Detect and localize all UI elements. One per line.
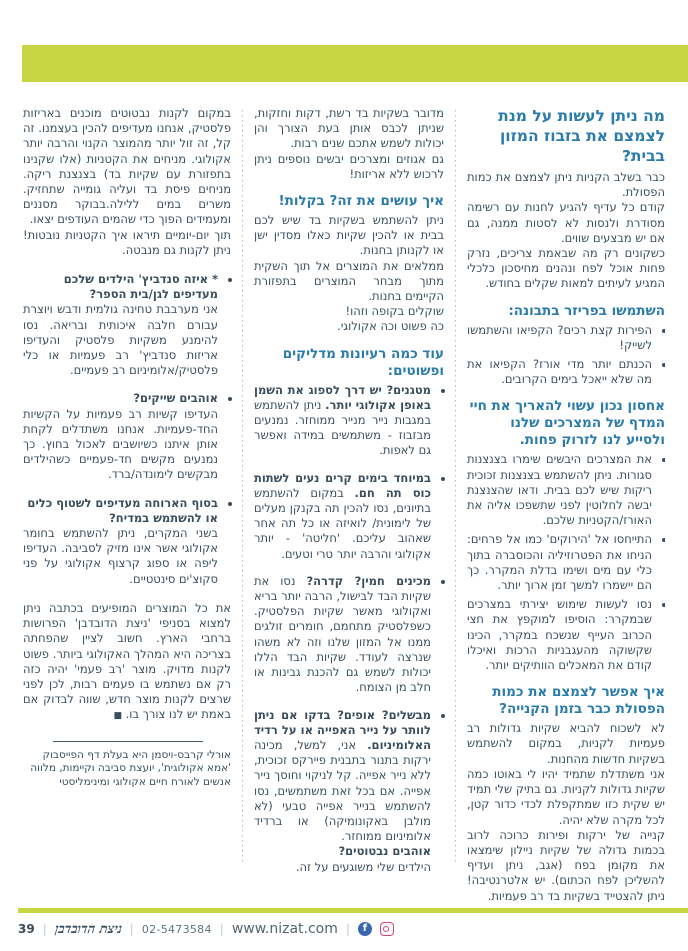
- footer-divider: |: [129, 922, 134, 936]
- footer-green-line: [18, 908, 688, 913]
- idea-text: במקום להשתמש בתיונים, נסו להכין תה בקנקן מעלים של לימונית/ לואיזה או כל תה אחר שאהוב עליכם. 'חליטה' - יותר אקולוגי והרבה יותר טרי וטעים.: [254, 485, 431, 561]
- qa-item: [23, 391, 218, 482]
- magazine-logo: ניצת הדובדבן: [53, 922, 123, 937]
- footer-divider: |: [345, 922, 350, 936]
- column-middle: [254, 106, 444, 902]
- section-heading: אחסון נכון עשוי להאריך את חיי המדף של המצרכים שלנו ולסייע לנו לזרוק פחות.: [469, 398, 665, 449]
- idea-item: [254, 383, 431, 459]
- qa-item: [23, 272, 218, 378]
- paragraph: במקום לקנות נבטוטים מוכנים באריזות פלסטיק, אנחנו מעדיפים להכין בעצמנו. זה קל, זה זול יותר מהמוצר הקנוי והרבה יותר אקולוגי. מניחים את הקטניות (אלו שקנינו בתפזורת עם שקיות בד) בצנצנת ריקה. מניחים פיסת בד ועליה גומייה שתחזיק. משרים במים ללילה.בבוקר מסננים ומעמידים הפוך כדי שהמים העודפים יצאו.: [23, 106, 231, 227]
- list-item: • הכנתם יותר מדי אורז? הקפיאו את מה שלא ייאכל בימים הקרובים.: [467, 357, 652, 387]
- idea-lead: מכינים חמין? קדרה?: [306, 573, 431, 588]
- page-number: 39: [18, 922, 35, 936]
- paragraph: לא לשכוח להביא שקיות גדולות רב פעמיות לקניות, במקום להשתמש בשקיות חדשות מהחנות.: [467, 721, 665, 766]
- qa-answer: בשני המקרים, ניתן להשתמש בחומר אקולוגי אשר אינו מזיק לסביבה. העדיפו ליפה או ספוג קרצוף אקולוגי על פני סקוצ'ים סינטטיים.: [23, 526, 218, 586]
- instagram-icon: [380, 922, 394, 936]
- paragraph: כשקונים רק מה שבאמת צריכים, נזרק פחות אוכל לפח ונהנים מחיסכון כלכלי המגיע לעיתים למאות שקלים בחודש.: [467, 246, 665, 291]
- idea-text: ניתן להשתמש במגבות נייר מנייר ממוחזר. נמנעים מבזבוז - משתמשים במידה ואפשר גם לאפות.: [254, 397, 431, 458]
- section-heading: השתמשו בפריזר בתבונה:: [508, 302, 665, 319]
- paragraph: שוקלים בקופה וזהו!: [345, 304, 444, 319]
- qa-question: • אוהבים שייקים?: [133, 391, 218, 406]
- idea-lead: מטגנים? יש דרך לספוג את השמן באופן אקולוגי יותר.: [254, 382, 431, 412]
- column-gutter: [444, 106, 467, 902]
- freezer-tips-list: [467, 323, 665, 388]
- article-end-mark: ■: [113, 711, 122, 722]
- list-item: • הפירות קצת רכים? הקפיאו והשתמשו לשייק!: [467, 323, 652, 353]
- ideas-list: [254, 383, 444, 875]
- footer-row: [18, 921, 688, 937]
- top-green-band: [22, 45, 688, 82]
- idea-item: [254, 574, 431, 696]
- column-separator: [242, 110, 243, 862]
- column-gutter: [231, 106, 254, 902]
- paragraph: קודם כל עדיף להגיע לחנות עם רשימה מסודרת ולנסות לא לסטות ממנה, גם אם יש מבצעים שווים.: [467, 200, 665, 245]
- paragraph: תוך יום-יומיים תיראו איך הקטניות נובטות! ניתן לקנות גם מנבטה.: [23, 227, 231, 257]
- paragraph: מדובר בשקיות בד רשת, דקות וחזקות, שניתן לכבס אותן בעת הצורך והן יכולות לשמש אתכם שנים רבות.: [254, 106, 444, 151]
- qa-question: • בסוף הארוחה מעדיפים לשטוף כלים או להשתמש במדיח?: [27, 495, 218, 525]
- page-footer: [18, 908, 688, 937]
- section-heading: איך עושים את זה? בקלות!: [278, 193, 444, 210]
- idea-text: אני, למשל, מכינה ירקות בתנור בתבנית פיירקס זכוכית, ללא נייר אפייה. קל לניקוי וחוסך נייר אפייה. אם בכל זאת משתמשים, נסו להשתמש בנייר אפייה טבעי (לא מולבן באקונומיקה) או ברדיד אלומיניום ממוחזר.: [254, 737, 431, 844]
- idea-lead: במיוחד בימים קרים נעים לשתות כוס תה חם.: [254, 470, 431, 500]
- column-left: [23, 106, 231, 902]
- qa-answer: העדיפו קשיות רב פעמיות על הקשיות החד-פעמיות. אנחנו משתדלים לקחת אותן איתנו כשיושבים לאכול בחוץ. כך נמנעים מקשים חד-פעמיים כשהילדים מבקשים לימונדה/ברד.: [23, 406, 218, 482]
- idea-item: [254, 471, 431, 562]
- idea-sub-answer: הילדים שלי משוגעים על זה.: [295, 859, 431, 874]
- paragraph: ניתן להשתמש בשקיות בד שיש לכם בבית או להכין שקיות כאלו מסדין ישן או לקנותן בחנות.: [254, 213, 444, 258]
- paragraph: כבר בשלב הקניות ניתן לצמצם את כמות הפסולת.: [467, 170, 665, 200]
- storage-tips-list: [467, 452, 665, 673]
- footer-divider: |: [219, 922, 224, 936]
- list-item: • התייחסו אל 'הירוקים' כמו אל פרחים: הניחו את הפטרוזיליה והכוסברה בתוך כלי עם מים ושימו בדלת המקרר. כך הם יישמרו למשך זמן ארוך יותר.: [467, 532, 652, 593]
- list-item: • נסו לעשות שימוש יצירתי במצרכים שבמקרר: הוסיפו למוקפץ את חצי הכרוב העייף שנשכח במקרר, הכינו שקשוקה מהעגבניות הרכות ואיכלו קודם את המאכלים הוותיקים יותר.: [467, 597, 652, 673]
- idea-sub-question: אוהבים נבטוטים?: [338, 844, 431, 859]
- qa-answer: אני מערבבת טחינה גולמית ודבש ויוצרת עבורם חלבה איכותית ובריאה. נסו להימנע משקיות פלסטיק והעדיפו אריזות סנדביץ' רב פעמיות או כלי פלסטיק/אלומיניום רב פעמיים.: [23, 302, 218, 378]
- idea-item: [254, 708, 431, 875]
- section-heading: עוד כמה רעיונות מדליקים ופשוטים:: [282, 345, 444, 379]
- paragraph: אני משתדלת שתמיד יהיו לי באוטו כמה שקיות גדולות לקניות. גם בתיק שלי תמיד יש שקית כזו שמתקפלת לכדי כדור קטן, לכל מקרה שלא יהיה.: [467, 766, 665, 827]
- column-separator: [455, 110, 456, 862]
- paragraph: קנייה של ירקות ופירות כרוכה לרוב בכמות גדולה של שקיות ניילון שימצאו את מקומן בפח (אגב, ניתן ועדיף להשליכן לפח הכתום). יש אלטרנטיבה! ניתן להצטייד בשקיות בד רב פעמיות.: [467, 827, 665, 902]
- facebook-icon: f: [358, 922, 372, 936]
- closing-paragraph: [23, 601, 231, 725]
- phone-number: 02-5473584: [141, 922, 212, 936]
- section-heading: מה ניתן לעשות על מנת לצמצם את בזבוז המזון בבית?: [498, 107, 665, 165]
- idea-lead: מבשלים? אופים? בדקו אם ניתן לוותר על נייר האפייה או על רדיד האלומיניום.: [254, 707, 431, 752]
- article-columns: [23, 106, 665, 902]
- section-heading: איך אפשר לצמצם את כמות הפסולת כבר בזמן הקנייה?: [492, 684, 665, 718]
- paragraph: גם אגוזים ומצרכים יבשים נוספים ניתן לרכוש ללא אריזות!: [254, 151, 444, 181]
- closing-text: את כל המוצרים המופיעים בכתבה ניתן למצוא בסניפי 'ניצת הדובדבן' הפרושות ברחבי הארץ. חשוב לציין שהפחתה בצריכה היא המהלך האקולוגי ביותר. פשוט לקנות מדויק. מוצר 'רב פעמי' יהיה כזה רק אם נשתמש בו פעמים רבות, לכן לפני שרצים לקנות מוצר חדש, שווה לבדוק אם באמת יש לנו צורך בו.: [23, 600, 231, 722]
- paragraph: כה פשוט וכה אקולוגי.: [337, 319, 444, 334]
- footer-divider: |: [42, 922, 47, 936]
- author-footnote: אורלי קרבס-ויסמן היא בעלת דף הפייסבוק 'אמא אקולוגית', יועצת סביבה וקיימות, מלווה אנשים לאורח חיים אקולוגי ומינימליסטי: [23, 741, 231, 790]
- idea-text: נסו את שקיות הבד לבישול, הרבה יותר בריא ואקולוגי מאשר שקיות הפלסטיק. כשפלסטיק מתחמם, חומרים זולגים ממנו אל המזון שלנו וזה לא משהו שנרצה לעודד. שקיות הבד הללו יכולות לשמש גם להכנת גבינות או חלב מן הצומח.: [254, 573, 431, 695]
- website-url: www.nizat.com: [231, 921, 338, 937]
- qa-question: • * איזה סנדביץ' הילדים שלכם מעדיפים לגן/בית הספר?: [63, 272, 218, 302]
- qa-list: [23, 272, 231, 587]
- list-item: • את המצרכים היבשים שימרו בצנצנות סגורות. ניתן להשתמש בצנצנות זכוכית ריקות שיש לכם בבית. ודאו שהצנצנת יבשה לחלוטין לפני שתשפכו אליה את האורז/הקטניות שלכם.: [467, 452, 652, 528]
- qa-item: [23, 496, 218, 587]
- column-right: [467, 106, 665, 902]
- paragraph: ממלאים את המוצרים אל תוך השקית מתוך מבחר המוצרים בתפזורת הקיימים בחנות.: [254, 258, 444, 304]
